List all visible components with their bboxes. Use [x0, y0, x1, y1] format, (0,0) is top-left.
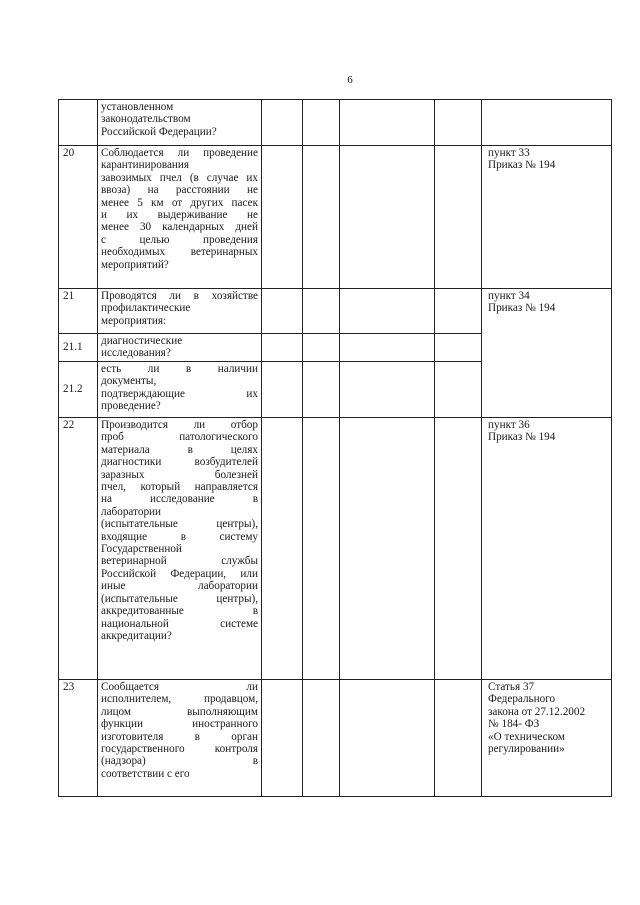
row-number: 21.1: [59, 334, 98, 362]
answer-cell: [262, 362, 303, 418]
answer-cell: [340, 362, 435, 418]
question-cell: [98, 146, 262, 289]
text-line: Производится ли отбор: [101, 419, 258, 431]
text-line: исполнителем, продавцом,: [101, 693, 258, 706]
table-row: [59, 146, 612, 289]
text-line: Приказ № 194: [488, 431, 556, 444]
question-cell: [98, 334, 262, 362]
text-line: материала в целях: [101, 443, 258, 456]
text-line: Сообщается ли: [101, 681, 258, 693]
text-line: с целью проведения: [101, 233, 258, 246]
text-line: входящие в систему: [101, 530, 258, 543]
text-line: аккредитованные в: [101, 605, 258, 618]
text-line: (надзора) в: [101, 755, 258, 768]
text-line: функции иностранного: [101, 718, 258, 731]
text-line: проведение?: [101, 400, 161, 413]
text-line: национальной системе: [101, 617, 258, 630]
row-number: [59, 100, 98, 146]
text-line: и их выдерживание не: [101, 209, 258, 222]
text-line: регулировании»: [488, 743, 565, 756]
reference-cell: [482, 680, 612, 797]
text-line: есть ли в наличии: [101, 363, 258, 375]
answer-cell: [435, 334, 482, 362]
answer-cell: [262, 680, 303, 797]
reference-cell: [482, 100, 612, 146]
text-line: необходимых ветеринарных: [101, 246, 258, 259]
answer-cell: [262, 418, 303, 680]
question-cell: [98, 680, 262, 797]
text-line: (испытательные центры),: [101, 592, 258, 605]
text-line: карантинирования: [101, 159, 190, 172]
text-line: лаборатории: [101, 505, 162, 518]
text-line: мероприятий?: [101, 258, 169, 271]
text-line: Российской Федерации?: [101, 125, 217, 138]
answer-cell: [340, 418, 435, 680]
answer-cell: [435, 100, 482, 146]
text-line: пункт 36: [488, 419, 530, 431]
text-line: пункт 34: [488, 290, 530, 302]
answer-cell: [435, 418, 482, 680]
answer-cell: [435, 362, 482, 418]
page-number: 6: [347, 74, 353, 86]
reference-cell: [482, 146, 612, 289]
text-line: проб патологического: [101, 431, 258, 444]
text-line: диагностики возбудителей: [101, 456, 258, 469]
text-line: «О техническом: [488, 730, 565, 743]
text-line: государственного контроля: [101, 743, 258, 756]
text-line: профилактические: [101, 302, 191, 315]
question-cell: [98, 362, 262, 418]
table-row: [59, 100, 612, 146]
answer-cell: [262, 146, 303, 289]
row-number: 20: [59, 146, 98, 289]
text-line: завозимых пчел (в случае их: [101, 171, 258, 184]
answer-cell: [262, 100, 303, 146]
text-line: № 184- ФЗ: [488, 718, 540, 731]
text-line: лицом выполняющим: [101, 705, 258, 718]
text-line: заразных болезней: [101, 468, 258, 481]
answer-cell: [303, 418, 340, 680]
answer-cell: [340, 334, 435, 362]
row-number: 23: [59, 680, 98, 797]
answer-cell: [435, 680, 482, 797]
answer-cell: [435, 146, 482, 289]
answer-cell: [303, 362, 340, 418]
text-line: аккредитации?: [101, 629, 172, 642]
text-line: (испытательные центры),: [101, 518, 258, 531]
text-line: Приказ № 194: [488, 159, 556, 172]
text-line: менее 5 км от других пасек: [101, 196, 258, 209]
text-line: Федерального: [488, 693, 556, 706]
text-line: законодательством: [101, 113, 191, 126]
text-line: закона от 27.12.2002: [488, 705, 586, 718]
reference-cell: [482, 289, 612, 418]
text-line: пчел, который направляется: [101, 481, 258, 494]
answer-cell: [262, 334, 303, 362]
answer-cell: [435, 289, 482, 334]
table-row: [59, 680, 612, 797]
text-line: Соблюдается ли проведение: [101, 147, 258, 159]
answer-cell: [340, 680, 435, 797]
text-line: исследования?: [101, 347, 171, 360]
text-line: Российской Федерации, или: [101, 567, 258, 580]
text-line: Статья 37: [488, 681, 535, 693]
text-line: пункт 33: [488, 147, 530, 159]
text-line: на исследование в: [101, 493, 258, 506]
question-cell: [98, 100, 262, 146]
text-line: диагностические: [101, 335, 183, 347]
question-cell: [98, 418, 262, 680]
answer-cell: [340, 146, 435, 289]
row-number: 22: [59, 418, 98, 680]
answer-cell: [340, 100, 435, 146]
question-cell: [98, 289, 262, 334]
row-number: 21: [59, 289, 98, 334]
text-line: Приказ № 194: [488, 302, 556, 315]
text-line: ввоза) на расстоянии не: [101, 184, 258, 197]
text-line: Государственной: [101, 543, 182, 556]
answer-cell: [303, 289, 340, 334]
text-line: документы,: [101, 375, 157, 388]
answer-cell: [340, 289, 435, 334]
text-line: установленном: [101, 101, 174, 113]
row-number: 21.2: [59, 362, 98, 418]
text-line: Проводятся ли в хозяйстве: [101, 290, 258, 302]
table-row: [59, 418, 612, 680]
text-line: соответствии с его: [101, 767, 190, 780]
answer-cell: [303, 146, 340, 289]
text-line: менее 30 календарных дней: [101, 221, 258, 234]
answer-cell: [262, 289, 303, 334]
answer-cell: [303, 680, 340, 797]
text-line: мероприятия:: [101, 314, 167, 327]
table-row: [59, 289, 612, 334]
answer-cell: [303, 334, 340, 362]
text-line: подтверждающие их: [101, 387, 258, 400]
text-line: иные лаборатории: [101, 580, 258, 593]
checklist-table: [58, 99, 612, 797]
text-line: ветеринарной службы: [101, 555, 258, 568]
text-line: изготовителя в орган: [101, 730, 258, 743]
reference-cell: [482, 418, 612, 680]
answer-cell: [303, 100, 340, 146]
